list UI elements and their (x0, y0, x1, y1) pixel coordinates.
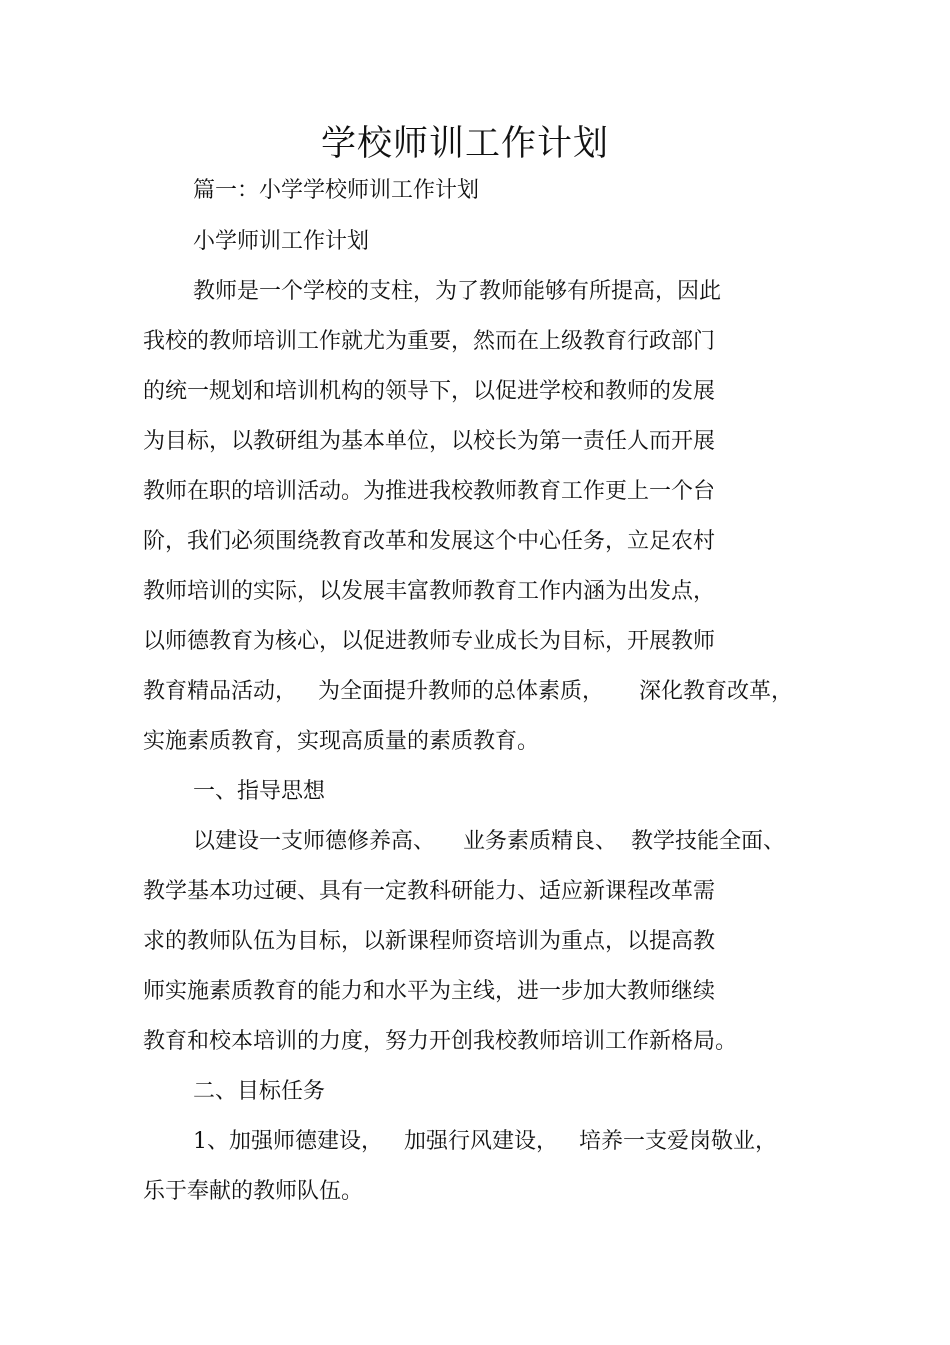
intro-line: 教育精品活动， 为全面提升教师的总体素质， 深化教育改革， (143, 679, 793, 704)
intro-line: 教师培训的实际，以发展丰富教师教育工作内涵为出发点， (143, 579, 716, 604)
subtitle: 小学师训工作计划 (193, 229, 370, 254)
section1-line: 以建设一支师德修养高、 业务素质精良、 教学技能全面、 (193, 829, 785, 854)
intro-line: 以师德教育为核心，以促进教师专业成长为目标，开展教师 (143, 629, 716, 654)
intro-line: 为目标，以教研组为基本单位，以校长为第一责任人而开展 (143, 429, 716, 454)
intro-line: 阶，我们必须围绕教育改革和发展这个中心任务，立足农村 (143, 529, 716, 554)
section1-line: 教学基本功过硬、具有一定教科研能力、适应新课程改革需 (143, 879, 716, 904)
section-heading-guiding-ideas: 一、指导思想 (193, 779, 326, 804)
section1-line: 教育和校本培训的力度，努力开创我校教师培训工作新格局。 (143, 1029, 738, 1054)
section2-line: 1、加强师德建设， 加强行风建设， 培养一支爱岗敬业， (193, 1129, 777, 1154)
intro-line: 的统一规划和培训机构的领导下，以促进学校和教师的发展 (143, 379, 716, 404)
section1-line: 师实施素质教育的能力和水平为主线，进一步加大教师继续 (143, 979, 716, 1004)
section2-line: 乐于奉献的教师队伍。 (143, 1179, 364, 1204)
section-heading-goals: 二、目标任务 (193, 1079, 326, 1104)
intro-line: 我校的教师培训工作就尤为重要，然而在上级教育行政部门 (143, 329, 716, 354)
intro-line: 实施素质教育，实现高质量的素质教育。 (143, 729, 540, 754)
intro-line: 教师在职的培训活动。为推进我校教师教育工作更上一个台 (143, 479, 716, 504)
intro-line: 教师是一个学校的支柱，为了教师能够有所提高，因此 (193, 279, 722, 304)
section1-line: 求的教师队伍为目标，以新课程师资培训为重点，以提高教 (143, 929, 716, 954)
chapter-heading: 篇一：小学学校师训工作计划 (193, 178, 480, 203)
document-title: 学校师训工作计划 (320, 124, 609, 164)
